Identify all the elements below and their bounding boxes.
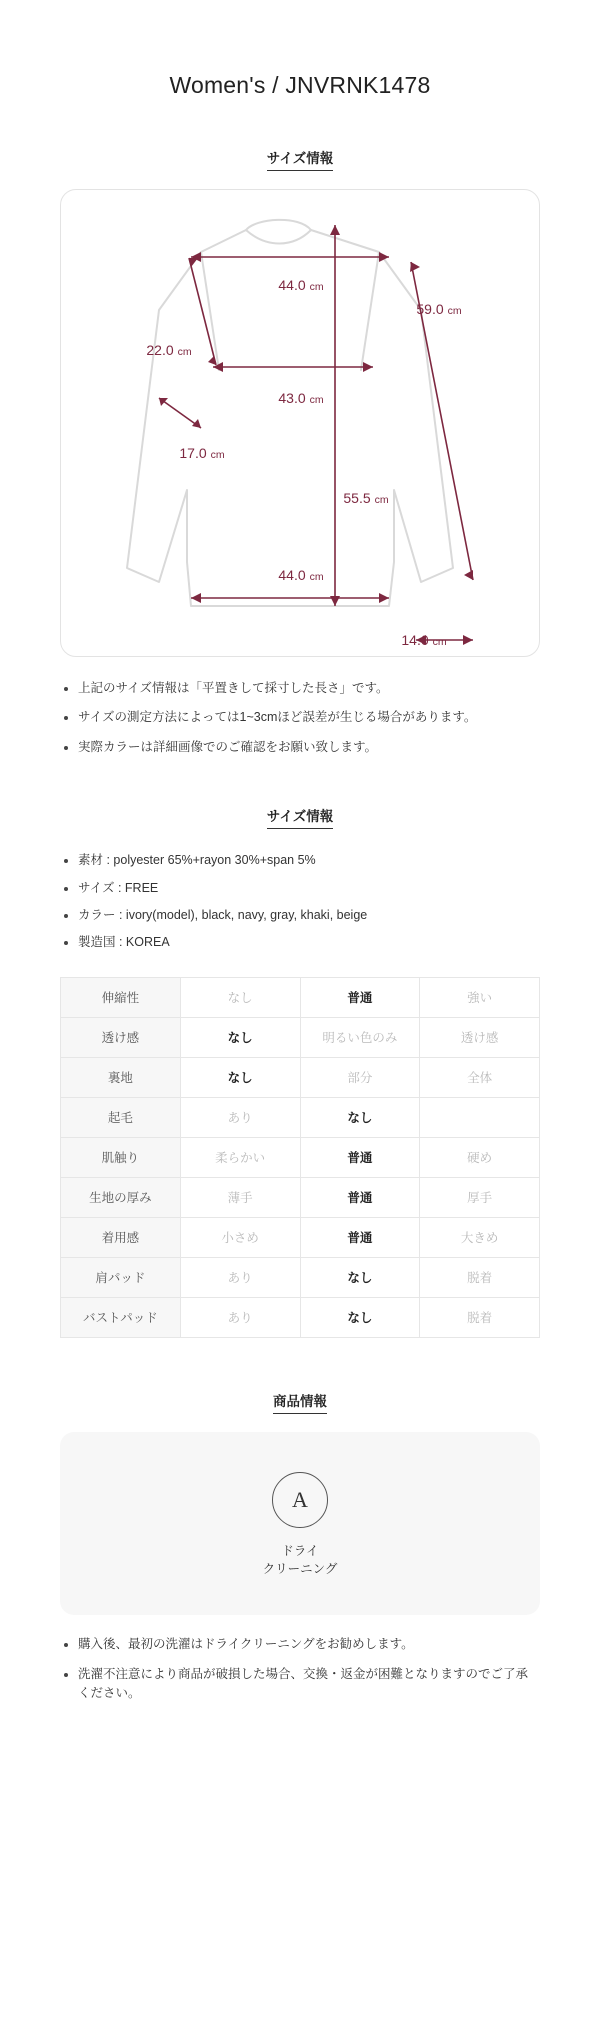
spec-option: 透け感	[420, 1017, 540, 1057]
spec-option: なし	[180, 1017, 300, 1057]
spec-option: 強い	[420, 977, 540, 1017]
measure-shoulder: 44.0 cm	[278, 277, 324, 293]
list-item: カラー : ivory(model), black, navy, gray, khaki, beige	[60, 906, 540, 925]
spec-option: 明るい色のみ	[300, 1017, 420, 1057]
spec-option: 硬め	[420, 1137, 540, 1177]
table-row	[61, 1097, 540, 1137]
table-row	[61, 1057, 540, 1097]
spec-option: なし	[180, 1057, 300, 1097]
list-item: 上記のサイズ情報は「平置きして採寸した長さ」です。	[60, 679, 540, 698]
spec-row-label: 肌触り	[61, 1137, 181, 1177]
dry-clean-icon	[272, 1472, 328, 1528]
page-title: Women's / JNVRNK1478	[169, 72, 431, 98]
spec-option: 普通	[300, 1217, 420, 1257]
care-instruction-box	[60, 1432, 540, 1616]
garment-diagram-svg	[61, 190, 539, 656]
product-notes-list	[60, 1635, 540, 1703]
spec-option: 厚手	[420, 1177, 540, 1217]
spec-option: 普通	[300, 977, 420, 1017]
list-item: 製造国 : KOREA	[60, 933, 540, 952]
spec-option: 脱着	[420, 1257, 540, 1297]
table-row	[61, 1137, 540, 1177]
material-section-heading	[60, 805, 540, 829]
table-row	[61, 1297, 540, 1337]
care-label-line1: ドライ	[281, 1543, 319, 1558]
list-item: 実際カラーは詳細画像でのご確認をお願い致します。	[60, 738, 540, 757]
spec-option: 柔らかい	[180, 1137, 300, 1177]
product-section-heading-text: 商品情報	[273, 1390, 327, 1414]
spec-option: 普通	[300, 1177, 420, 1217]
spec-option: なし	[300, 1257, 420, 1297]
size-section-heading	[60, 147, 540, 171]
spec-option: あり	[180, 1297, 300, 1337]
spec-option: 大きめ	[420, 1217, 540, 1257]
material-section-heading-text: サイズ情報	[267, 805, 333, 829]
spec-row-label: バストパッド	[61, 1297, 181, 1337]
spec-row-label: 透け感	[61, 1017, 181, 1057]
spec-option: 普通	[300, 1137, 420, 1177]
table-row	[61, 1017, 540, 1057]
list-item: 購入後、最初の洗濯はドライクリーニングをお勧めします。	[60, 1635, 540, 1654]
size-section-heading-text: サイズ情報	[267, 147, 333, 171]
measure-labels	[146, 277, 462, 648]
spec-option: あり	[180, 1257, 300, 1297]
table-row	[61, 977, 540, 1017]
table-row	[61, 1177, 540, 1217]
spec-table	[60, 977, 540, 1338]
spec-row-label: 肩パッド	[61, 1257, 181, 1297]
measure-cuff: 14.0 cm	[401, 632, 447, 648]
spec-option: 部分	[300, 1057, 420, 1097]
spec-option: 全体	[420, 1057, 540, 1097]
spec-option	[420, 1097, 540, 1137]
measure-armhole: 22.0 cm	[146, 342, 192, 358]
list-item: サイズの測定方法によっては1~3cmほど誤差が生じる場合があります。	[60, 708, 540, 727]
list-item: 素材 : polyester 65%+rayon 30%+span 5%	[60, 851, 540, 870]
list-item: サイズ : FREE	[60, 879, 540, 898]
spec-option: なし	[180, 977, 300, 1017]
material-info-list	[60, 851, 540, 953]
size-notes-list	[60, 679, 540, 757]
spec-option: あり	[180, 1097, 300, 1137]
dry-clean-symbol: A	[292, 1486, 308, 1512]
spec-row-label: 起毛	[61, 1097, 181, 1137]
spec-row-label: 裏地	[61, 1057, 181, 1097]
product-detail-page	[0, 72, 600, 1753]
spec-row-label: 伸縮性	[61, 977, 181, 1017]
table-row	[61, 1257, 540, 1297]
measure-upper-arm: 17.0 cm	[179, 445, 225, 461]
size-diagram	[60, 189, 540, 657]
product-section-heading	[60, 1390, 540, 1414]
spec-option: なし	[300, 1097, 420, 1137]
spec-option: 小さめ	[180, 1217, 300, 1257]
spec-row-label: 着用感	[61, 1217, 181, 1257]
measure-hem: 44.0 cm	[278, 567, 324, 583]
measure-sleeve-length: 59.0 cm	[416, 301, 462, 317]
spec-row-label: 生地の厚み	[61, 1177, 181, 1217]
care-label	[60, 1542, 540, 1580]
table-row	[61, 1217, 540, 1257]
spec-option: なし	[300, 1297, 420, 1337]
spec-option: 薄手	[180, 1177, 300, 1217]
measure-total-length: 55.5 cm	[343, 490, 389, 506]
footer-spacer	[60, 1713, 540, 1753]
care-label-line2: クリーニング	[262, 1562, 338, 1577]
spec-option: 脱着	[420, 1297, 540, 1337]
measure-chest: 43.0 cm	[278, 390, 324, 406]
list-item: 洗濯不注意により商品が破損した場合、交換・返金が困難となりますのでご了承ください。	[60, 1665, 540, 1704]
